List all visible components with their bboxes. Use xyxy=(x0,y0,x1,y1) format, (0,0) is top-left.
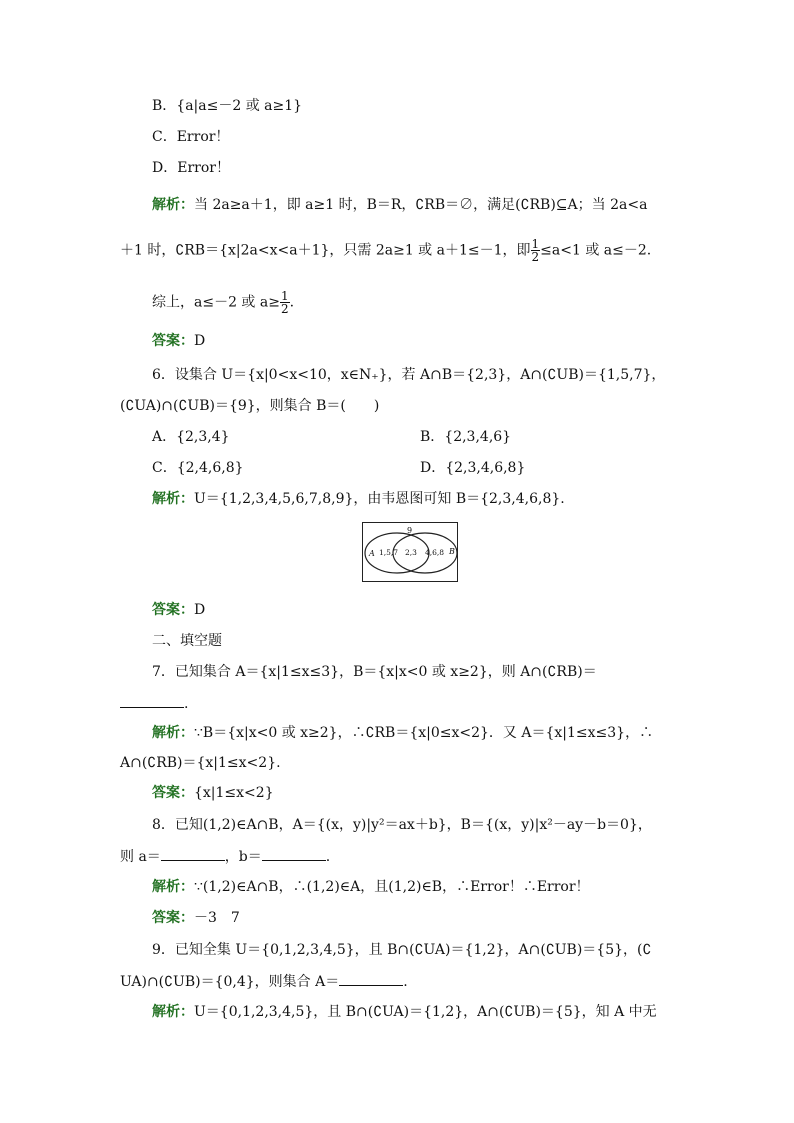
fraction: $\frac{1}{2}$ xyxy=(531,237,540,264)
answer-8 xyxy=(152,908,240,928)
question-7-line-2 xyxy=(120,693,188,714)
venn-label-b: B xyxy=(449,547,455,556)
answer-7 xyxy=(152,783,274,803)
q6-option-c: C．{2,4,6,8} xyxy=(152,460,244,476)
answer-blank-b[interactable] xyxy=(262,846,326,861)
solution-text: ≤a<1 或 a≤－2. xyxy=(540,242,652,259)
solution-text: ＋1 时，∁RB＝{x|2a<x<a＋1}，只需 2a≥1 或 a＋1≤－1，即 xyxy=(120,242,531,259)
answer-value: －3 7 xyxy=(194,910,240,926)
solution-text: 综上，a≤－2 或 a≥ xyxy=(152,294,280,311)
venn-diagram xyxy=(362,522,458,582)
solution-label: 解析： xyxy=(152,491,194,507)
answer-value: D xyxy=(194,602,206,618)
answer-value: {x|1≤x<2} xyxy=(194,785,274,801)
venn-region-b-only: 4,6,8 xyxy=(425,548,445,557)
solution-5-line-2 xyxy=(120,238,651,263)
solution-label: 解析： xyxy=(152,1004,194,1020)
answer-value: D xyxy=(194,333,206,349)
question-text: 则 a＝ xyxy=(120,849,161,865)
venn-label-9: 9 xyxy=(407,526,413,535)
solution-label: 解析： xyxy=(152,879,194,895)
solution-5-line-3 xyxy=(152,290,294,315)
q6-option-a: A．{2,3,4} xyxy=(152,429,230,445)
solution-6 xyxy=(152,489,565,509)
solution-5-line-1 xyxy=(152,195,647,215)
solution-7-line-2: A∩(∁RB)＝{x|1≤x<2}. xyxy=(120,755,281,771)
solution-text: . xyxy=(289,294,295,311)
q6-option-d: D．{2,3,4,6,8} xyxy=(420,460,526,476)
venn-svg xyxy=(363,523,457,581)
answer-label: 答案： xyxy=(152,910,194,926)
question-7-line-1: 7．已知集合 A＝{x|1≤x≤3}，B＝{x|x<0 或 x≥2}，则 A∩(∁RB)＝ xyxy=(152,664,597,680)
solution-text: U＝{1,2,3,4,5,6,7,8,9}，由韦恩图可知 B＝{2,3,4,6,8}. xyxy=(194,491,565,507)
question-8-line-1: 8．已知(1,2)∈A∩B，A＝{(x，y)|y²＝ax＋b}，B＝{(x，y)|x²－ay－b＝0}， xyxy=(152,817,652,833)
question-8-line-2 xyxy=(120,846,330,867)
question-6-line-1: 6．设集合 U＝{x|0<x<10，x∈N₊}，若 A∩B＝{2,3}，A∩(∁UB)＝{1,5,7}， xyxy=(152,367,666,383)
question-9-line-2 xyxy=(120,971,408,992)
question-6-line-2: (∁UA)∩(∁UB)＝{9}，则集合 B＝( ) xyxy=(120,398,380,414)
solution-text: 当 2a≥a＋1，即 a≥1 时，B＝R，∁RB＝∅，满足(∁RB)⊆A；当 2a<a xyxy=(194,197,648,213)
option-b: B．{a|a≤－2 或 a≥1} xyxy=(152,98,303,114)
answer-blank-a[interactable] xyxy=(161,846,225,861)
question-text: UA)∩(∁UB)＝{0,4}，则集合 A＝ xyxy=(120,974,340,990)
solution-text: ∵(1,2)∈A∩B，∴(1,2)∈A，且(1,2)∈B，∴Error！∴Error！ xyxy=(194,879,590,895)
solution-9 xyxy=(152,1002,657,1022)
option-d: D．Error！ xyxy=(152,160,230,176)
solution-text: U＝{0,1,2,3,4,5}，且 B∩(∁UA)＝{1,2}，A∩(∁UB)＝{5}，知 A 中无 xyxy=(194,1004,657,1020)
section-heading: 二、填空题 xyxy=(152,633,222,649)
period: . xyxy=(403,974,408,990)
answer-blank[interactable] xyxy=(339,971,403,986)
answer-label: 答案： xyxy=(152,333,194,349)
solution-7-line-1 xyxy=(152,723,653,743)
answer-5 xyxy=(152,331,205,351)
venn-region-intersection: 2,3 xyxy=(405,548,417,557)
answer-6 xyxy=(152,600,205,620)
solution-label: 解析： xyxy=(152,725,194,741)
solution-label: 解析： xyxy=(152,197,194,213)
answer-blank[interactable] xyxy=(120,693,184,708)
question-text: ，b＝ xyxy=(224,849,262,865)
question-9-line-1: 9．已知全集 U＝{0,1,2,3,4,5}，且 B∩(∁UA)＝{1,2}，A∩(∁UB)＝{5}，(∁ xyxy=(152,942,652,958)
fraction: $\frac{1}{2}$ xyxy=(280,289,289,316)
period: . xyxy=(184,696,189,712)
solution-8 xyxy=(152,877,590,897)
answer-label: 答案： xyxy=(152,602,194,618)
venn-label-a: A xyxy=(369,549,375,558)
q6-option-b: B．{2,3,4,6} xyxy=(420,429,512,445)
venn-region-a-only: 1,5,7 xyxy=(379,548,399,557)
option-c: C．Error！ xyxy=(152,129,230,145)
answer-label: 答案： xyxy=(152,785,194,801)
solution-text: ∵B＝{x|x<0 或 x≥2}，∴∁RB＝{x|0≤x<2}．又 A＝{x|1≤x≤3}，∴ xyxy=(194,725,654,741)
period: . xyxy=(325,849,331,865)
